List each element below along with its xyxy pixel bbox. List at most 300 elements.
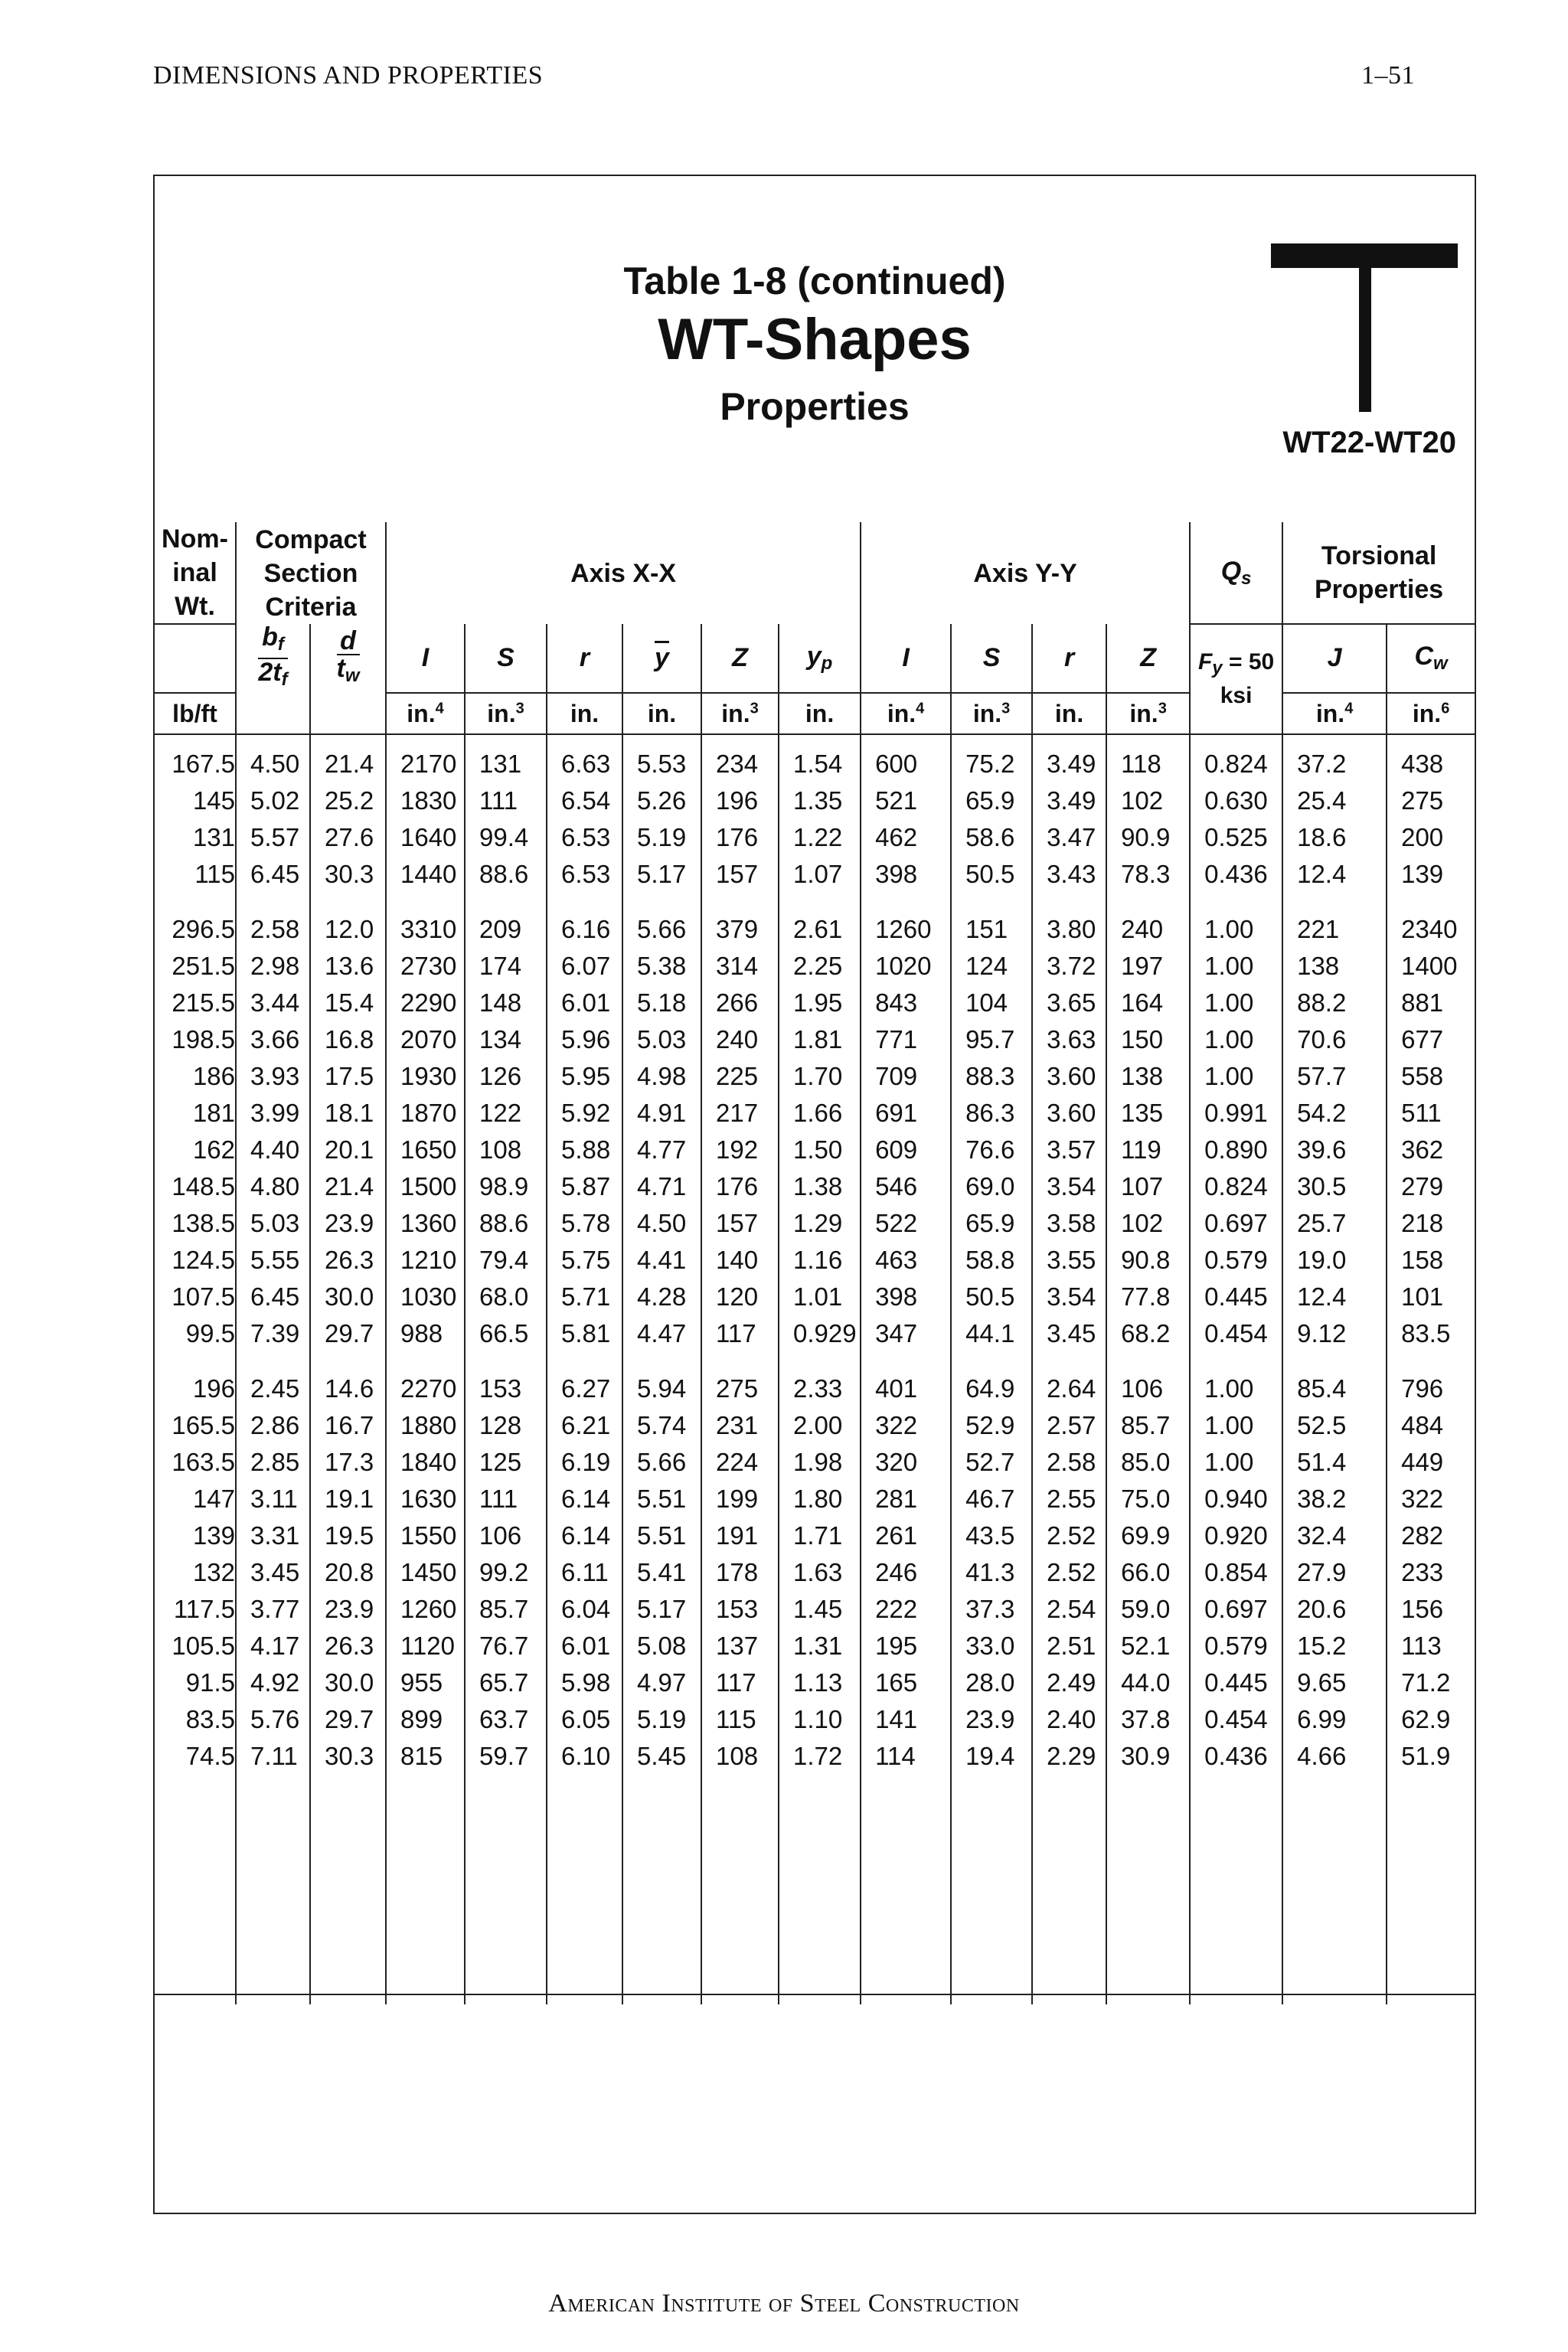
table-cell: 5.75 [547,1242,622,1279]
table-cell: 148.5 [172,1172,235,1200]
table-cell: 78.3 [1106,856,1190,893]
table-cell: 4.40 [236,1132,310,1168]
table-cell: 1.71 [779,1517,861,1554]
table-cell: 64.9 [951,1370,1032,1407]
table-cell: 85.4 [1282,1370,1387,1407]
table-cell: 79.4 [465,1242,547,1279]
table-cell: 215.5 [172,988,235,1017]
table-row [155,985,1475,1021]
table-row [155,1738,1475,1775]
table-cell: 522 [861,1205,951,1242]
table-cell: 12.4 [1282,1279,1387,1315]
table-cell: 62.9 [1387,1701,1475,1738]
table-cell: 1.00 [1190,1370,1282,1407]
table-row [155,1517,1475,1554]
table-cell: 106 [465,1517,547,1554]
table-row [155,1095,1475,1132]
table-cell: 1840 [386,1444,465,1481]
table-cell: 125 [465,1444,547,1481]
table-cell: 200 [1387,819,1475,856]
table-cell: 165 [861,1664,951,1701]
table-cell: 0.436 [1190,1738,1282,1775]
running-head-left: DIMENSIONS AND PROPERTIES [153,61,544,90]
table-cell: 5.53 [622,734,701,782]
table-cell: 197 [1106,948,1190,985]
table-cell: 881 [1387,985,1475,1021]
header-axis-xx: Axis X-X [386,522,861,624]
table-cell: 1.50 [779,1132,861,1168]
table-cell: 771 [861,1021,951,1058]
table-cell: 147 [192,1485,235,1513]
table-cell: 6.11 [547,1554,622,1591]
table-cell: 2.40 [1032,1701,1106,1738]
table-cell: 320 [861,1444,951,1481]
unit-cell: lb/ft [155,693,236,734]
table-row [155,782,1475,819]
table-cell: 131 [192,823,235,851]
table-cell: 20.1 [310,1132,386,1168]
table-cell: 85.7 [1106,1407,1190,1444]
table-cell: 137 [701,1628,779,1664]
table-cell: 221 [1282,911,1387,948]
table-cell: 5.41 [622,1554,701,1591]
table-row [155,911,1475,948]
table-row [155,1132,1475,1168]
table-cell: 98.9 [465,1168,547,1205]
table-cell: 13.6 [310,948,386,985]
table-cell: 1.95 [779,985,861,1021]
table-cell: 138 [1106,1058,1190,1095]
table-subtitle: Properties [720,385,910,428]
table-cell: 23.9 [310,1205,386,1242]
table-cell: 192 [701,1132,779,1168]
table-cell: 95.7 [951,1021,1032,1058]
table-cell: 135 [1106,1095,1190,1132]
table-cell: 124 [951,948,1032,985]
table-cell: 3.49 [1032,782,1106,819]
table-cell: 139 [192,1521,235,1550]
table-cell: 37.2 [1282,734,1387,782]
table-cell: 5.81 [547,1315,622,1352]
table-cell: 462 [861,819,951,856]
table-row [155,819,1475,856]
table-cell: 99.2 [465,1554,547,1591]
table-cell: 29.7 [310,1315,386,1352]
table-cell: 6.53 [547,856,622,893]
table-cell: 314 [701,948,779,985]
table-cell: 5.08 [622,1628,701,1664]
table-cell: 6.16 [547,911,622,948]
header-cw: $C_w$ [1387,624,1475,693]
header-ybar: $\overline{y}$ [622,624,701,693]
table-cell: 3310 [386,911,465,948]
table-cell: 2.49 [1032,1664,1106,1701]
table-cell: 5.88 [547,1132,622,1168]
table-cell: 0.630 [1190,782,1282,819]
table-header [155,522,1475,734]
table-cell: 4.80 [236,1168,310,1205]
table-row [155,1444,1475,1481]
table-cell: 57.7 [1282,1058,1387,1095]
table-cell: 2270 [386,1370,465,1407]
table-cell: 3.63 [1032,1021,1106,1058]
table-cell: 59.7 [465,1738,547,1775]
table-cell: 75.2 [951,734,1032,782]
table-cell: 19.4 [951,1738,1032,1775]
table-cell: 65.7 [465,1664,547,1701]
table-cell: 4.41 [622,1242,701,1279]
table-cell: 1.29 [779,1205,861,1242]
table-cell: 5.94 [622,1370,701,1407]
table-cell: 2.52 [1032,1517,1106,1554]
table-cell: 2.98 [236,948,310,985]
table-cell: 6.45 [236,1279,310,1315]
table-cell: 1260 [861,911,951,948]
table-cell: 899 [386,1701,465,1738]
table-cell: 281 [861,1481,951,1517]
table-cell: 30.5 [1282,1168,1387,1205]
table-cell: 4.91 [622,1095,701,1132]
table-cell: 107.5 [172,1282,235,1311]
table-row [155,856,1475,893]
table-cell: 1030 [386,1279,465,1315]
table-cell: 2.58 [1032,1444,1106,1481]
table-cell: 677 [1387,1021,1475,1058]
table-cell: 5.76 [236,1701,310,1738]
table-cell: 1020 [861,948,951,985]
table-cell: 5.51 [622,1517,701,1554]
table-cell: 21.4 [310,734,386,782]
table-cell: 3.60 [1032,1095,1106,1132]
table-cell: 76.6 [951,1132,1032,1168]
table-cell: 0.824 [1190,1168,1282,1205]
table-cell: 1.70 [779,1058,861,1095]
table-cell: 69.9 [1106,1517,1190,1554]
table-cell: 7.11 [236,1738,310,1775]
table-cell: 46.7 [951,1481,1032,1517]
table-cell: 5.26 [622,782,701,819]
table-cell: 0.697 [1190,1205,1282,1242]
table-cell: 17.5 [310,1058,386,1095]
header-fy: $F_y = 50$ ksi [1190,624,1282,734]
table-cell: 37.3 [951,1591,1032,1628]
table-cell: 240 [701,1021,779,1058]
table-cell: 90.8 [1106,1242,1190,1279]
table-cell: 6.54 [547,782,622,819]
table-cell: 58.8 [951,1242,1032,1279]
table-cell: 6.63 [547,734,622,782]
table-cell: 30.0 [310,1279,386,1315]
table-cell: 218 [1387,1205,1475,1242]
table-row [155,1168,1475,1205]
table-cell: 347 [861,1315,951,1352]
table-cell: 3.93 [236,1058,310,1095]
table-cell: 0.824 [1190,734,1282,782]
table-row [155,1058,1475,1095]
table-cell: 5.74 [622,1407,701,1444]
header-j: J [1282,624,1387,693]
table-row [155,1701,1475,1738]
table-cell: 18.6 [1282,819,1387,856]
table-cell: 240 [1106,911,1190,948]
table-cell: 101 [1387,1279,1475,1315]
table-cell: 2.51 [1032,1628,1106,1664]
table-cell: 521 [861,782,951,819]
header-zx: Z [701,624,779,693]
table-cell: 115 [701,1701,779,1738]
table-cell: 107 [1106,1168,1190,1205]
table-cell: 17.3 [310,1444,386,1481]
table-cell: 5.57 [236,819,310,856]
table-cell: 163.5 [172,1448,235,1476]
table-cell: 195 [861,1628,951,1664]
table-cell: 1.00 [1190,911,1282,948]
table-cell: 15.4 [310,985,386,1021]
table-cell: 1.10 [779,1701,861,1738]
table-cell: 2.61 [779,911,861,948]
table-cell: 6.21 [547,1407,622,1444]
table-cell: 43.5 [951,1517,1032,1554]
table-cell: 222 [861,1591,951,1628]
table-cell: 32.4 [1282,1517,1387,1554]
table-cell: 3.54 [1032,1168,1106,1205]
table-cell: 0.445 [1190,1279,1282,1315]
table-cell: 5.19 [622,1701,701,1738]
table-cell: 199 [701,1481,779,1517]
table-cell: 118 [1106,734,1190,782]
table-cell: 76.7 [465,1628,547,1664]
table-cell: 1.00 [1190,1021,1282,1058]
table-cell: 3.45 [236,1554,310,1591]
table-cell: 0.579 [1190,1628,1282,1664]
table-cell: 0.940 [1190,1481,1282,1517]
table-cell: 463 [861,1242,951,1279]
table-cell: 139 [1387,856,1475,893]
table-cell: 2070 [386,1021,465,1058]
table-cell: 52.9 [951,1407,1032,1444]
table-cell: 126 [465,1058,547,1095]
table-cell: 0.525 [1190,819,1282,856]
table-cell: 5.92 [547,1095,622,1132]
table-cell: 51.9 [1387,1738,1475,1775]
table-cell: 99.5 [185,1319,235,1348]
table-cell: 251.5 [172,952,235,980]
table-cell: 1.35 [779,782,861,819]
table-cell: 1.16 [779,1242,861,1279]
table-cell: 1120 [386,1628,465,1664]
table-cell: 99.4 [465,819,547,856]
table-cell: 71.2 [1387,1664,1475,1701]
header-ry: r [1032,624,1106,693]
table-cell: 2.86 [236,1407,310,1444]
header-qs: $Q_s$ [1190,522,1282,624]
header-sx: S [465,624,547,693]
table-cell: 4.71 [622,1168,701,1205]
table-cell: 138 [1282,948,1387,985]
table-cell: 4.50 [236,734,310,782]
table-cell: 19.0 [1282,1242,1387,1279]
table-cell: 1.13 [779,1664,861,1701]
table-row [155,1554,1475,1591]
table-cell: 2290 [386,985,465,1021]
table-cell: 50.5 [951,856,1032,893]
table-cell: 4.92 [236,1664,310,1701]
table-cell: 44.0 [1106,1664,1190,1701]
table-cell: 128 [465,1407,547,1444]
table-cell: 322 [1387,1481,1475,1517]
table-cell: 2.25 [779,948,861,985]
header-compact-criteria: Compact Section Criteria [236,522,386,624]
table-cell: 6.04 [547,1591,622,1628]
table-cell: 86.3 [951,1095,1032,1132]
table-cell: 14.6 [310,1370,386,1407]
table-cell: 0.854 [1190,1554,1282,1591]
table-row [155,1279,1475,1315]
table-cell: 6.01 [547,1628,622,1664]
table-cell: 23.9 [310,1591,386,1628]
table-cell: 153 [465,1370,547,1407]
table-cell: 26.3 [310,1628,386,1664]
table-cell: 52.7 [951,1444,1032,1481]
table-cell: 12.0 [310,911,386,948]
publisher-footer: American Institute of Steel Construction [548,2289,1020,2318]
table-cell: 3.80 [1032,911,1106,948]
table-cell: 19.1 [310,1481,386,1517]
table-cell: 3.49 [1032,734,1106,782]
table-cell: 4.97 [622,1664,701,1701]
table-cell: 2730 [386,948,465,985]
unit-cell: in.$^3$ [701,693,779,734]
table-cell: 0.454 [1190,1315,1282,1352]
table-cell: 233 [1387,1554,1475,1591]
table-cell: 91.5 [185,1668,235,1697]
table-cell: 279 [1387,1168,1475,1205]
table-cell: 156 [1387,1591,1475,1628]
table-cell: 1.00 [1190,1407,1282,1444]
table-row [155,1628,1475,1664]
table-cell: 5.87 [547,1168,622,1205]
table-cell: 58.6 [951,819,1032,856]
table-cell: 5.66 [622,1444,701,1481]
table-cell: 1360 [386,1205,465,1242]
table-cell: 178 [701,1554,779,1591]
table-cell: 38.2 [1282,1481,1387,1517]
table-cell: 37.8 [1106,1701,1190,1738]
unit-cell: in.$^6$ [1387,693,1475,734]
table-cell: 141 [861,1701,951,1738]
header-d-tw: $\frac{d}{t_w}$ [310,624,386,693]
table-cell: 68.0 [465,1279,547,1315]
table-cell: 16.8 [310,1021,386,1058]
table-cell: 83.5 [1387,1315,1475,1352]
table-cell: 1210 [386,1242,465,1279]
table-cell: 33.0 [951,1628,1032,1664]
table-row [155,948,1475,985]
unit-cell: in. [779,693,861,734]
table-cell: 5.38 [622,948,701,985]
table-cell: 1.45 [779,1591,861,1628]
table-cell: 0.697 [1190,1591,1282,1628]
table-cell: 217 [701,1095,779,1132]
properties-table [155,522,1475,2004]
table-cell: 796 [1387,1370,1475,1407]
table-cell: 30.0 [310,1664,386,1701]
unit-cell [236,693,310,734]
table-cell: 3.66 [236,1021,310,1058]
table-cell: 1500 [386,1168,465,1205]
header-zy: Z [1106,624,1190,693]
unit-cell: in. [1032,693,1106,734]
table-cell: 75.0 [1106,1481,1190,1517]
table-cell: 3.31 [236,1517,310,1554]
table-frame [153,175,1476,2214]
table-cell: 1440 [386,856,465,893]
table-cell: 59.0 [1106,1591,1190,1628]
table-cell: 6.45 [236,856,310,893]
table-cell: 209 [465,911,547,948]
table-cell: 282 [1387,1517,1475,1554]
table-cell: 23.9 [951,1701,1032,1738]
table-cell: 438 [1387,734,1475,782]
table-cell: 4.77 [622,1132,701,1168]
header-sy: S [951,624,1032,693]
table-cell: 117 [701,1664,779,1701]
table-cell: 6.14 [547,1517,622,1554]
table-cell: 4.50 [622,1205,701,1242]
table-cell: 1830 [386,782,465,819]
table-cell: 4.98 [622,1058,701,1095]
table-cell: 124.5 [172,1246,235,1274]
table-cell: 1.38 [779,1168,861,1205]
table-cell: 20.6 [1282,1591,1387,1628]
table-cell: 2.33 [779,1370,861,1407]
table-cell: 296.5 [172,915,235,943]
table-cell: 21.4 [310,1168,386,1205]
table-cell: 106 [1106,1370,1190,1407]
table-cell: 5.51 [622,1481,701,1517]
table-cell: 2.58 [236,911,310,948]
table-cell: 63.7 [465,1701,547,1738]
unit-cell: in.$^3$ [1106,693,1190,734]
table-cell: 224 [701,1444,779,1481]
table-cell: 843 [861,985,951,1021]
table-cell: 132 [192,1558,235,1586]
table-cell: 77.8 [1106,1279,1190,1315]
table-cell: 0.929 [779,1315,861,1352]
table-cell: 225 [701,1058,779,1095]
page-number: 1–51 [1361,61,1415,90]
table-cell: 3.57 [1032,1132,1106,1168]
table-row [155,1664,1475,1701]
table-cell: 6.53 [547,819,622,856]
table-cell: 3.77 [236,1591,310,1628]
table-cell: 6.10 [547,1738,622,1775]
table-cell: 186 [192,1062,235,1090]
table-cell: 2.57 [1032,1407,1106,1444]
table-cell: 5.98 [547,1664,622,1701]
table-cell: 12.4 [1282,856,1387,893]
header-axis-yy: Axis Y-Y [861,522,1190,624]
table-cell: 66.0 [1106,1554,1190,1591]
table-cell: 3.99 [236,1095,310,1132]
table-cell: 165.5 [172,1411,235,1439]
table-cell: 4.17 [236,1628,310,1664]
table-cell: 5.71 [547,1279,622,1315]
table-cell: 181 [192,1099,235,1127]
table-cell: 27.9 [1282,1554,1387,1591]
table-cell: 6.99 [1282,1701,1387,1738]
table-cell: 15.2 [1282,1628,1387,1664]
